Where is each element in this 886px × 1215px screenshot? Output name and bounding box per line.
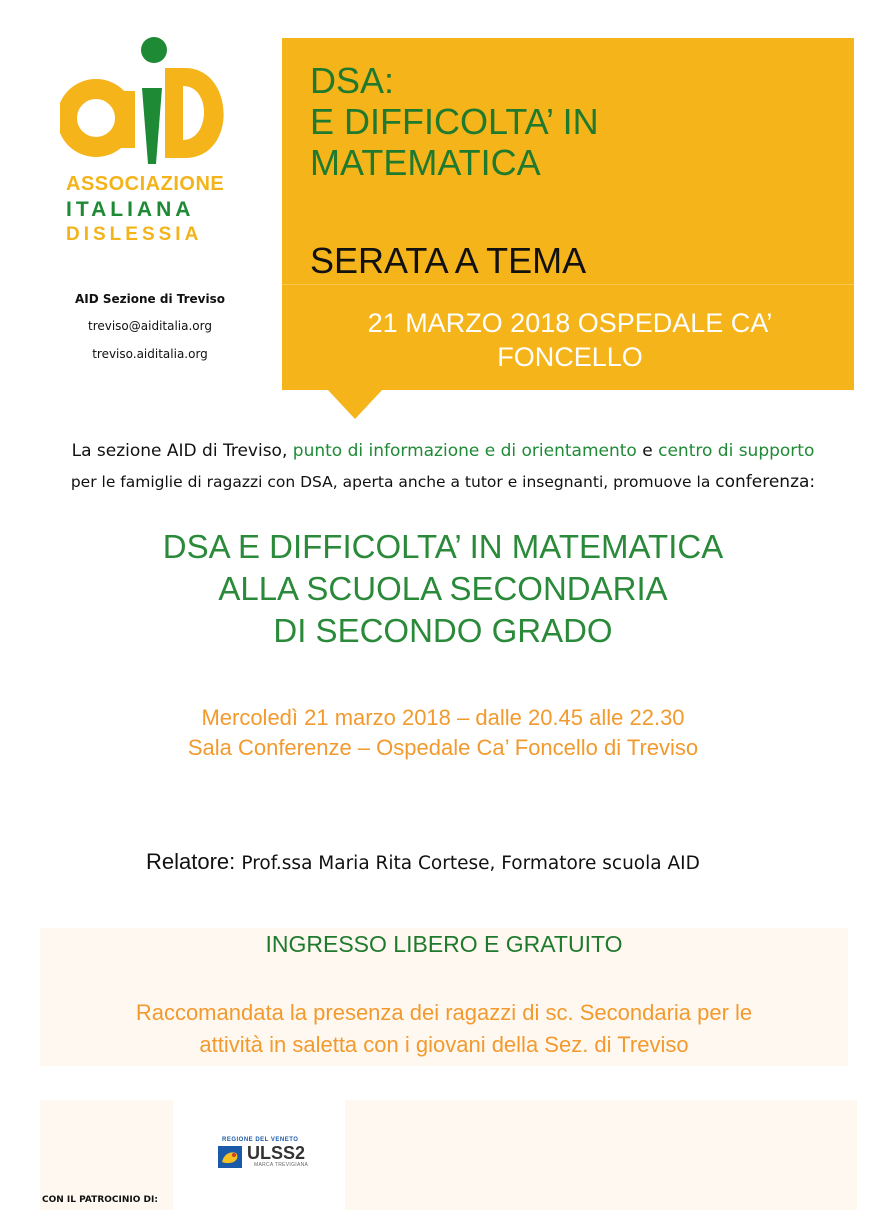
patronage-panel-right [345,1100,857,1210]
intro-text: La sezione AID di Treviso, [71,441,293,461]
banner-title-line: E DIFFICOLTA’ IN [310,101,599,142]
section-website[interactable]: treviso.aiditalia.org [92,347,208,361]
conference-date: Mercoledì 21 marzo 2018 – dalle 20.45 alle 22.30 [201,705,685,730]
intro-text: per le famiglie di ragazzi con DSA, aperta anche a tutor e insegnanti, promuove la [70,473,716,491]
speaker-name: Prof.ssa Maria Rita Cortese [241,853,490,874]
section-name: AID Sezione di Treviso [75,292,225,306]
speaker-label: Relatore: [146,849,242,874]
logo-text-italiana: ITALIANA [66,198,195,221]
conference-title-line: ALLA SCUOLA SECONDARIA [218,570,668,607]
intro-line-1 [30,441,856,461]
banner-date-line: FONCELLO [497,342,643,372]
banner-pointer [327,389,383,419]
banner-divider [282,284,854,285]
section-email[interactable]: treviso@aiditalia.org [87,319,212,333]
speaker-line [146,849,846,875]
entry-note-line: Raccomandata la presenza dei ragazzi di sc. Secondaria per le [135,1000,753,1025]
veneto-lion-icon [218,1146,242,1168]
entry-note-line: attività in saletta con i giovani della Sez. di Treviso [199,1032,689,1057]
intro-conference-word: conferenza: [715,472,816,492]
ulss-region-text: REGIONE DEL VENETO [222,1137,299,1143]
ulss-logo-text: ULSS2 [247,1143,306,1163]
entry-recommendation [40,997,848,1061]
speaker-role: Formatore scuola AID [501,853,700,874]
intro-text: e [636,441,659,461]
intro-highlight: centro di supporto [658,441,815,461]
banner-title-line: MATEMATICA [310,142,541,183]
banner-date-line: 21 MARZO 2018 OSPEDALE CA’ [367,308,773,338]
banner-title-line: DSA: [310,60,395,101]
patronage-label: CON IL PATROCINIO DI: [42,1195,158,1205]
banner-subtitle: SERATA A TEMA [310,240,587,281]
conference-title-line: DI SECONDO GRADO [273,612,613,649]
logo-text-dislessia: DISLESSIA [66,224,203,245]
conference-venue: Sala Conferenze – Ospedale Ca’ Foncello di Treviso [187,735,699,760]
conference-title [30,526,856,652]
ulss-subtitle: MARCA TREVIGIANA [254,1162,309,1168]
patronage-panel-left [40,1100,173,1210]
logo-text-associazione: ASSOCIAZIONE [66,173,225,195]
banner-title [310,60,840,183]
speaker-separator: , [489,853,502,874]
intro-line-2 [30,472,856,492]
banner-date [300,306,840,374]
conference-schedule [30,703,856,763]
entry-free-notice: INGRESSO LIBERO E GRATUITO [265,931,623,957]
intro-highlight: punto di informazione e di orientamento [292,441,637,461]
conference-title-line: DSA E DIFFICOLTA’ IN MATEMATICA [162,528,724,565]
